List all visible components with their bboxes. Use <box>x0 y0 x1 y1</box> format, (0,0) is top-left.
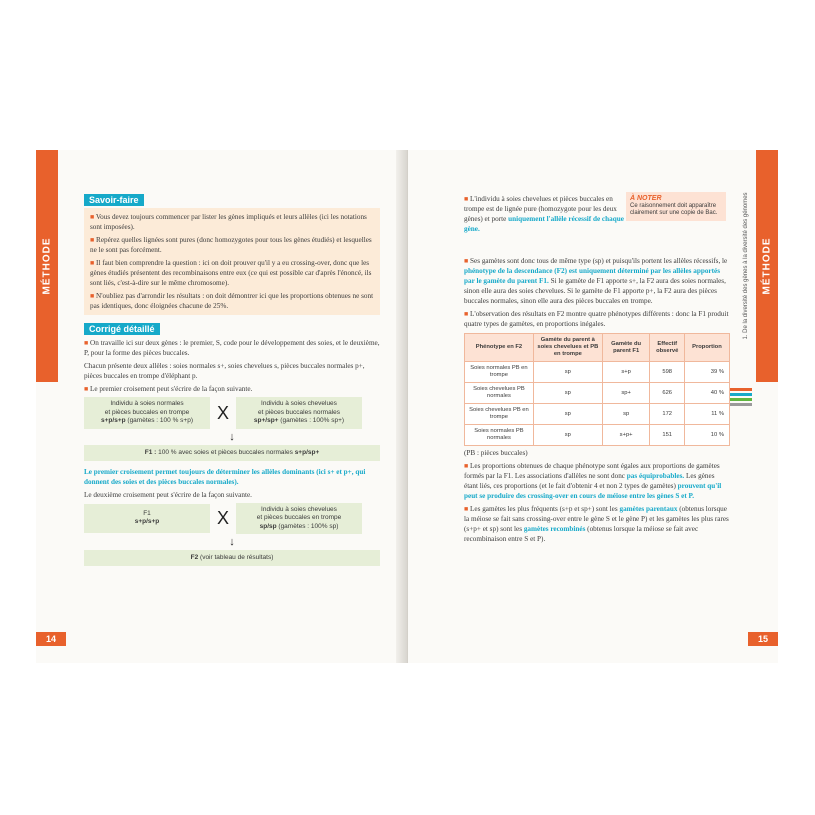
corrige-paragraph: ■ On travaille ici sur deux gènes : le premier, S, code pour le développement des soies, et le deuxième, P, pour la forme des pièces buccales. <box>84 339 380 357</box>
table-row <box>465 404 730 425</box>
savoir-faire-item: ■ Repérez quelles lignées sont pures (donc homozygotes pour tous les gènes étudiés) et lesquelles ne le sont pas forcément. <box>90 236 372 254</box>
method-tab-right <box>756 150 778 382</box>
cross-symbol: X <box>216 508 229 529</box>
method-tab-label: MÉTHODE <box>761 237 773 295</box>
method-tab-label: MÉTHODE <box>41 237 53 295</box>
bullet-icon: ■ <box>90 213 95 221</box>
table-row <box>465 383 730 404</box>
corrige-paragraph: ■ Le premier croisement peut s'écrire de la façon suivante. <box>84 385 253 393</box>
table-cell: sp <box>602 404 650 425</box>
table-cell: 39 % <box>684 362 729 383</box>
corrige-heading: Corrigé détaillé <box>84 323 160 335</box>
table-header: Gamète du parent F1 <box>602 334 650 362</box>
stripe-cyan <box>730 393 752 396</box>
savoir-faire-item: ■ N'oubliez pas d'arrondir les résultats : on doit démontrer ici que les proportions obtenues ne sont pas identiques, donc éloignées chacune de 25%. <box>90 292 374 310</box>
table-cell: 151 <box>650 425 684 446</box>
bullet-icon: ■ <box>90 236 95 244</box>
key-statement: Le premier croisement permet toujours de déterminer les allèles dominants (ici s+ et p+, qui donnent des soies et des pièces buccales normales). <box>84 467 366 486</box>
color-stripes <box>730 388 752 408</box>
table-row <box>465 425 730 446</box>
bullet-icon: ■ <box>90 292 95 300</box>
cross-2-parent-a: F1 s+p/s+p <box>84 504 210 533</box>
table-cell: sp <box>533 362 602 383</box>
table-cell: 11 % <box>684 404 729 425</box>
page-number-right: 15 <box>748 632 778 646</box>
corrige-paragraph: Chacun présente deux allèles : soies normales s+, soies chevelues s, pièces buccales normales p+, pièces buccales en trompe d'éléphant p. <box>84 362 365 380</box>
result-paragraph: ■ L'individu à soies chevelues et pièces buccales en trompe est de lignée pure (homozygote pour les deux gènes) et porte uniquement l'allèle récessif de chaque gène. <box>464 195 624 233</box>
cross-2 <box>84 503 380 535</box>
page-number-left: 14 <box>36 632 66 646</box>
table-cell: Soies normales PB normales <box>465 425 534 446</box>
stripe-green <box>730 398 752 401</box>
cross-1-result: F1 : 100 % avec soies et pièces buccales normales s+p/sp+ <box>84 445 380 461</box>
bullet-icon: ■ <box>464 462 469 470</box>
savoir-faire-item: ■ Vous devez toujours commencer par lister les gènes impliqués et leurs allèles (ici les notations sont imposées). <box>90 213 367 231</box>
left-page <box>36 150 404 663</box>
cross-1-parent-b: Individu à soies chevelues et pièces buccales normales sp+/sp+ (gamètes : 100% sp+) <box>236 397 362 429</box>
method-tab-left <box>36 150 58 382</box>
note-title: À NOTER <box>630 195 662 202</box>
cross-2-parent-b: Individu à soies chevelues et pièces buccales en trompe sp/sp (gamètes : 100% sp) <box>236 503 362 535</box>
table-cell: 10 % <box>684 425 729 446</box>
table-row <box>465 362 730 383</box>
table-cell: s+p+ <box>602 425 650 446</box>
bullet-icon: ■ <box>464 310 469 318</box>
down-arrow-icon: ↓ <box>229 536 235 548</box>
results-table <box>464 333 730 446</box>
table-cell: sp+ <box>602 383 650 404</box>
right-page <box>408 150 778 663</box>
bullet-icon: ■ <box>84 339 89 347</box>
table-cell: Soies chevelues PB normales <box>465 383 534 404</box>
stripe-orange <box>730 388 752 391</box>
bullet-icon: ■ <box>84 385 89 393</box>
table-caption: (PB : pièces buccales) <box>464 449 528 457</box>
chapter-running-title: 1. De la diversité des gènes à la diversité des génomes <box>743 192 749 340</box>
result-paragraph: ■ L'observation des résultats en F2 montre quatre phénotypes différents : donc la F1 produit quatre types de gamètes, en proportions inégales. <box>464 310 729 328</box>
cross-1 <box>84 397 380 429</box>
result-paragraph: ■ Les proportions obtenues de chaque phénotype sont égales aux proportions de gamètes formés par la F1. Les associations d'allèles ne sont donc pas équiprobables. Les gènes étant liés, ces proportions (et le fait d'obtenir 4 et non 2 types de gamètes) prouvent qu'il peut se produire des crossing-over en cours de méiose entre les gènes S et P. <box>464 462 722 500</box>
note-box <box>626 192 726 221</box>
cross-1-parent-a: Individu à soies normales et pièces buccales en trompe s+p/s+p (gamètes : 100 % s+p) <box>84 397 210 429</box>
table-header: Proportion <box>684 334 729 362</box>
corrige-paragraph: Le deuxième croisement peut s'écrire de la façon suivante. <box>84 490 252 499</box>
savoir-faire-box <box>84 208 380 315</box>
table-cell: sp <box>533 404 602 425</box>
table-header: Gamète du parent à soies chevelues et PB en trompe <box>533 334 602 362</box>
table-cell: s+p <box>602 362 650 383</box>
stripe-gray <box>730 403 752 406</box>
table-header-row <box>465 334 730 362</box>
table-cell: Soies chevelues PB en trompe <box>465 404 534 425</box>
cross-2-result: F2 (voir tableau de résultats) <box>84 550 380 566</box>
table-header: Phénotype en F2 <box>465 334 534 362</box>
savoir-faire-item: ■ Il faut bien comprendre la question : ici on doit prouver qu'il y a eu crossing-over, donc que les gènes étudiés présentent des recombinaisons entre eux (ce qui est possible car d'après l'énoncé, ils sont liés, c'est-à-dire sur le même chromosome). <box>90 259 372 287</box>
result-paragraph: ■ Ses gamètes sont donc tous de même type (sp) et puisqu'ils portent les allèles récessifs, le phénotype de la descendance (F2) est uniquement déterminé par les allèles apportés par le gamète du parent F1. Si le gamète de F1 apporte s+, la F2 aura des soies normales, sinon elle aura des soies chevelues. Si le gamète de F1 apporte p+, la F2 aura des pièces buccales normales, sinon elle aura des pièces buccales en trompe. <box>464 257 728 305</box>
table-cell: 598 <box>650 362 684 383</box>
table-cell: 626 <box>650 383 684 404</box>
bullet-icon: ■ <box>464 505 469 513</box>
table-cell: sp <box>533 383 602 404</box>
note-text: Ce raisonnement doit apparaître clairement sur une copie de Bac. <box>630 202 718 216</box>
left-page-content <box>84 194 380 572</box>
table-header: Effectif observé <box>650 334 684 362</box>
result-paragraph: ■ Les gamètes les plus fréquents (s+p et sp+) sont les gamètes parentaux (obtenus lorsque la méiose se fait sans crossing-over entre le gène S et le gène P) et les gamètes les plus rares (s+p+ et sp) sont les gamètes recombinés (obtenus lorsque la méiose se fait avec recombinaison entre S et P). <box>464 505 729 543</box>
table-cell: 40 % <box>684 383 729 404</box>
down-arrow-icon: ↓ <box>229 430 235 443</box>
open-book <box>36 150 778 663</box>
right-page-content <box>464 194 730 547</box>
table-cell: Soies normales PB en trompe <box>465 362 534 383</box>
savoir-faire-heading: Savoir-faire <box>84 194 144 206</box>
bullet-icon: ■ <box>90 259 95 267</box>
table-cell: sp <box>533 425 602 446</box>
table-cell: 172 <box>650 404 684 425</box>
bullet-icon: ■ <box>464 257 469 265</box>
cross-symbol: X <box>216 402 229 423</box>
bullet-icon: ■ <box>464 195 469 203</box>
